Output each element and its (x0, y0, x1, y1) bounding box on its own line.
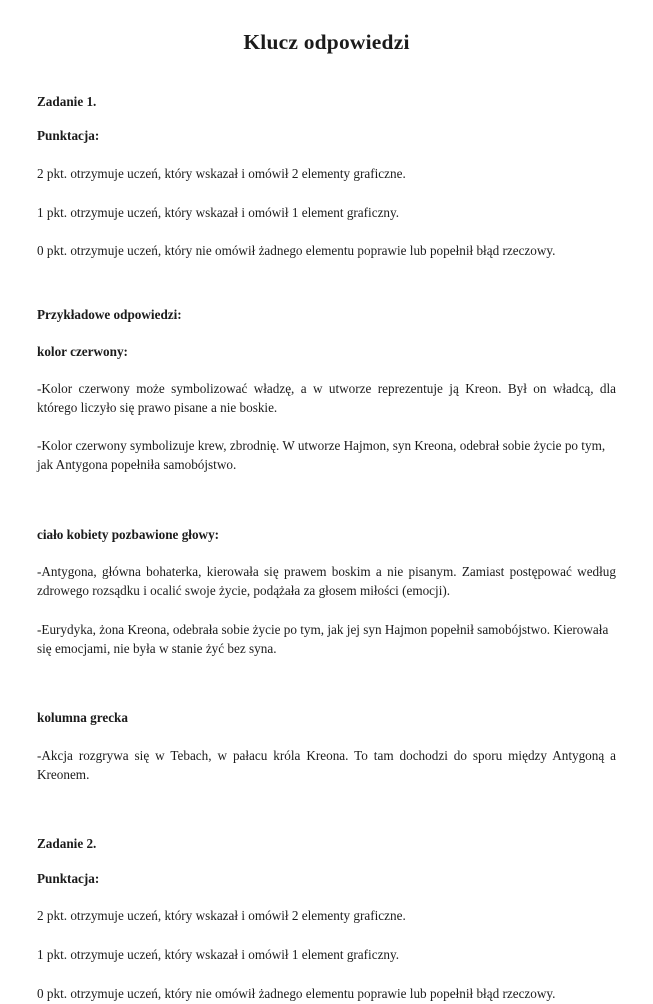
spacer (37, 184, 616, 204)
answer-group-kolumna-grecka (37, 710, 616, 784)
answer-group-cialo-kobiety (37, 527, 616, 658)
spacer (37, 853, 616, 871)
spacer-between-groups (37, 658, 616, 710)
answer-item: -Antygona, główna bohaterka, kierowała się prawem boskim a nie pisanym. Zamiast postępować według zdrowego rozsądku i ocalić swoje życie, podążała za głosem miłości (emocji). (37, 564, 616, 599)
spacer (37, 887, 616, 907)
answer-item: -Kolor czerwony symbolizuje krew, zbrodnię. W utworze Hajmon, syn Kreona, odebrał sobie życie po tym, jak Antygona popełniła samobójstwo. (37, 438, 606, 473)
answer-item: -Eurydyka, żona Kreona, odebrała sobie życie po tym, jak jej syn Hajmon popełnił samobójstwo. Kierowała się emocjami, nie była w stanie żyć bez syna. (37, 621, 609, 656)
spacer (37, 145, 616, 165)
spacer (37, 222, 616, 242)
task-2-scoring-line: 0 pkt. otrzymuje uczeń, który nie omówił żadnego elementu poprawie lub popełnił błąd rzeczowy. (37, 985, 556, 1001)
task-2-scoring-line: 1 pkt. otrzymuje uczeń, który wskazał i omówił 1 element graficzny. (37, 947, 400, 963)
section-task-2 (37, 836, 616, 1003)
spacer (37, 543, 616, 563)
task-1-heading: Zadanie 1. (37, 93, 97, 109)
spacer (37, 324, 616, 344)
task-2-heading: Zadanie 2. (37, 836, 97, 852)
task-1-scoring-line: 1 pkt. otrzymuje uczeń, który wskazał i omówił 1 element graficzny. (37, 204, 400, 220)
spacer (37, 965, 616, 985)
spacer (37, 417, 616, 437)
spacer (37, 110, 616, 128)
spacer (37, 360, 616, 380)
task-1-scoring-line: 2 pkt. otrzymuje uczeń, który wskazał i omówił 2 elementy graficzne. (37, 165, 406, 181)
answer-item: -Kolor czerwony może symbolizować władzę, a w utworze reprezentuje ją Kreon. Był on władcą, dla którego liczyło się prawo pisane a nie boskie. (37, 381, 616, 415)
answer-group-subheading: kolor czerwony: (37, 343, 128, 359)
spacer-before-examples (37, 261, 616, 307)
section-task-1 (37, 94, 616, 785)
spacer-between-groups (37, 475, 616, 527)
spacer (37, 926, 616, 946)
spacer-before-task-2 (37, 784, 616, 836)
task-2-scoring-label: Punktacja: (37, 870, 100, 886)
task-1-examples-label: Przykładowe odpowiedzi: (37, 307, 182, 322)
answer-group-subheading: ciało kobiety pozbawione głowy: (37, 526, 220, 542)
spacer (37, 727, 616, 747)
spacer-after-title (37, 56, 616, 94)
task-1-scoring-line: 0 pkt. otrzymuje uczeń, który nie omówił żadnego elementu poprawie lub popełnił błąd rzeczowy. (37, 243, 556, 259)
task-2-scoring-line: 2 pkt. otrzymuje uczeń, który wskazał i omówił 2 elementy graficzne. (37, 908, 406, 924)
answer-group-kolor-czerwony (37, 344, 616, 475)
spacer (37, 601, 616, 621)
answer-item: -Akcja rozgrywa się w Tebach, w pałacu króla Kreona. To tam dochodzi do sporu między Antygoną a Kreonem. (37, 747, 616, 782)
page-title: Klucz odpowiedzi (243, 30, 410, 54)
answer-group-subheading: kolumna grecka (37, 710, 128, 726)
task-1-scoring-label: Punktacja: (37, 128, 100, 144)
